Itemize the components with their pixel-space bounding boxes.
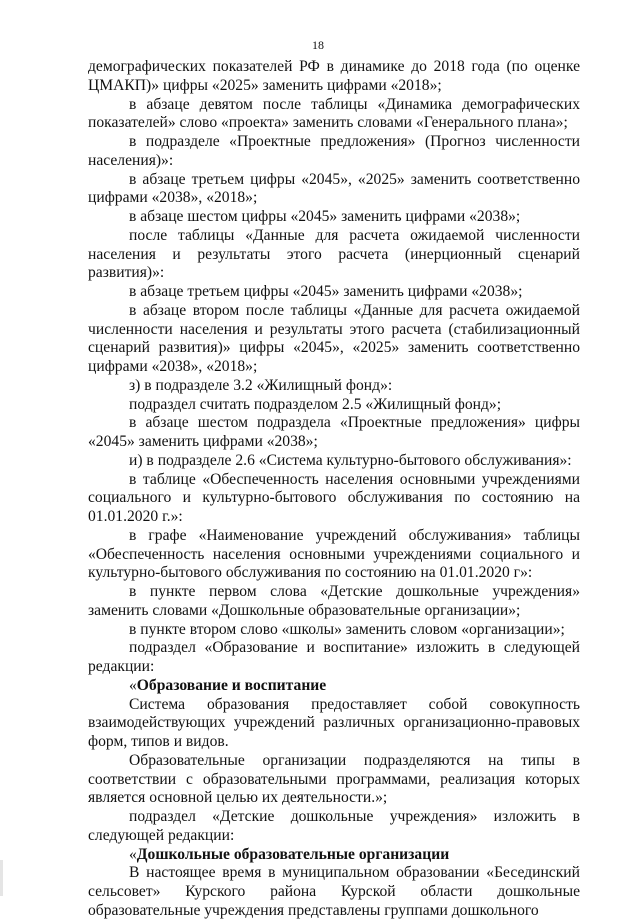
paragraph: в абзаце девятом после таблицы «Динамика демографических показателей» слово «проекта» заменить словами «Генерального плана»; bbox=[88, 95, 580, 132]
paragraph: в графе «Наименование учреждений обслуживания» таблицы «Обеспеченность населения основными учреждениями социального и культурно-бытового обслуживания по состоянию на 01.01.2020 г»: bbox=[88, 526, 580, 582]
paragraph: в пункте втором слово «школы» заменить словом «организации»; bbox=[129, 620, 565, 638]
paragraph: В настоящее время в муниципальном образовании «Бесединский сельсовет» Курского района Курской области дошкольные образовательные учреждения представлены группами дошкольного bbox=[88, 864, 580, 919]
paragraph: в абзаце шестом цифры «2045» заменить цифрами «2038»; bbox=[129, 208, 521, 225]
page-number: 18 bbox=[312, 38, 324, 52]
paragraph: Образовательные организации подразделяются на типы в соответствии с образовательными программами, реализация которых является основной целью их деятельности.»; bbox=[88, 751, 580, 807]
paragraph: подраздел считать подразделом 2.5 «Жилищный фонд»; bbox=[129, 395, 502, 413]
paragraph: в таблице «Обеспеченность населения основными учреждениями социального и культурно-бытового обслуживания по состоянию на 01.01.2020 г.»: bbox=[88, 470, 580, 525]
section-title: Образование и воспитание bbox=[136, 676, 327, 694]
paragraph: в абзаце третьем цифры «2045», «2025» заменить соответственно цифрами «2038», «2018»; bbox=[88, 170, 580, 207]
paragraph: и) в подразделе 2.6 «Система культурно-бытового обслуживания»: bbox=[129, 451, 572, 469]
section-heading-preschool bbox=[88, 846, 580, 865]
section-title: Дошкольные образовательные организации bbox=[136, 845, 450, 863]
paragraph: з) в подразделе 3.2 «Жилищный фонд»: bbox=[129, 376, 393, 394]
document-body bbox=[88, 58, 580, 921]
open-quote: « bbox=[129, 845, 137, 863]
paragraph: после таблицы «Данные для расчета ожидаемой численности населения и результаты этого расчета (инерционный сценарий развития)»: bbox=[88, 226, 580, 282]
open-quote: « bbox=[129, 676, 137, 694]
paragraph: в абзаце втором после таблицы «Данные для расчета ожидаемой численности населения и результаты этого расчета (стабилизационный сценарий развития)» цифры «2045», «2025» заменить соответственно цифрами «2038», «2018»; bbox=[88, 301, 580, 375]
paragraph: подраздел «Детские дошкольные учреждения» изложить в следующей редакции: bbox=[88, 808, 580, 844]
paragraph: в абзаце третьем цифры «2045» заменить цифрами «2038»; bbox=[129, 283, 523, 300]
paragraph: в абзаце шестом подраздела «Проектные предложения» цифры «2045» заменить цифрами «2038»; bbox=[88, 414, 580, 450]
paragraph: в пункте первом слова «Детские дошкольные учреждения» заменить словами «Дошкольные образовательные организации»; bbox=[88, 583, 580, 619]
scan-edge-mark bbox=[0, 860, 3, 896]
paragraph: в подразделе «Проектные предложения» (Прогноз численности населения)»: bbox=[88, 133, 580, 169]
section-heading-education bbox=[88, 677, 580, 696]
paragraph: подраздел «Образование и воспитание» изложить в следующей редакции: bbox=[88, 639, 580, 675]
paragraph: демографических показателей РФ в динамике до 2018 года (по оценке ЦМАКП)» цифры «2025» заменить цифрами «2018»; bbox=[88, 58, 580, 94]
paragraph: Система образования предоставляет собой совокупность взаимодействующих учреждений различных организационно-правовых форм, типов и видов. bbox=[88, 695, 580, 750]
